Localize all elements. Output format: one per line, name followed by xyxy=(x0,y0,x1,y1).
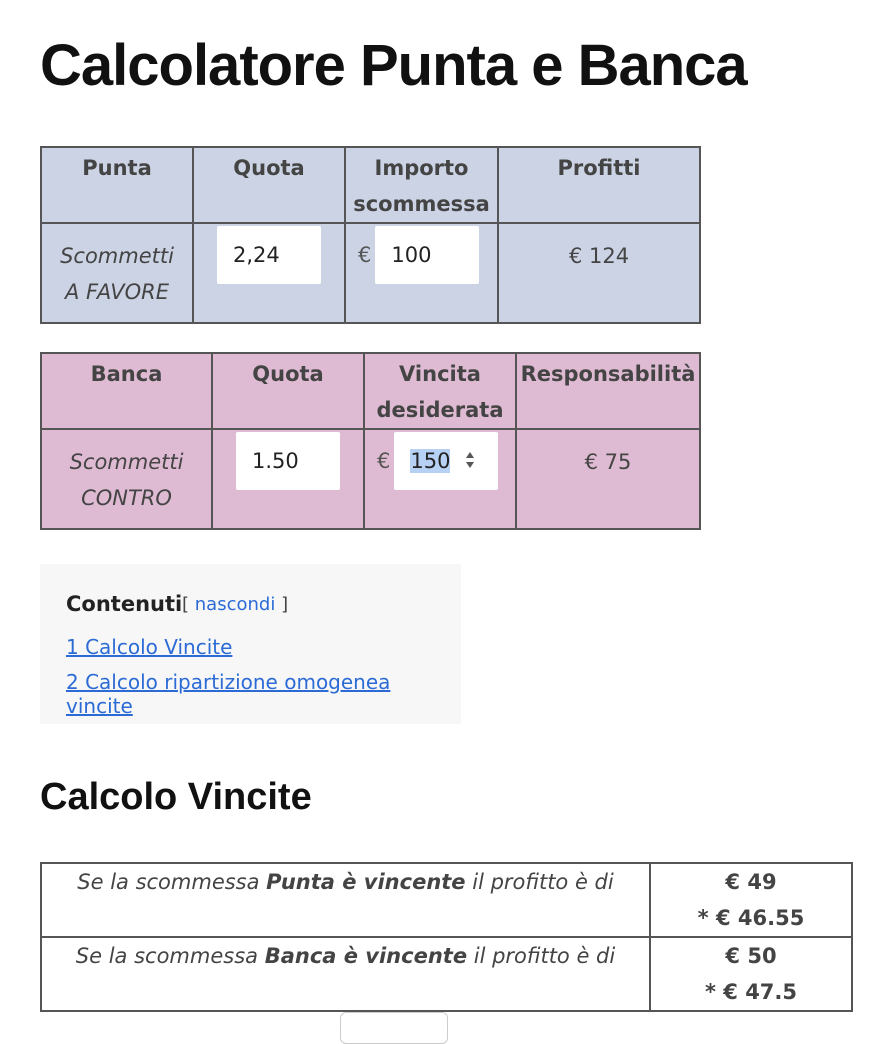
vincita-cell xyxy=(364,429,516,529)
result-net-value: * € 47.5 xyxy=(704,980,798,1004)
banca-table xyxy=(40,352,701,530)
toc-bracket-open: [ xyxy=(182,594,190,615)
header-vincita-desiderata: Vincita desiderata xyxy=(364,353,516,429)
vincita-value: 150 xyxy=(410,449,451,473)
euro-symbol: € xyxy=(377,449,391,473)
header-punta: Punta xyxy=(41,147,193,223)
table-row xyxy=(41,863,852,937)
toc-toggle xyxy=(182,594,288,615)
row-label-line2: CONTRO xyxy=(81,486,172,510)
toc-item-ripartizione[interactable]: 2 Calcolo ripartizione omogenea vincite xyxy=(66,670,391,718)
result-value: € 50 xyxy=(725,944,777,968)
spinner-icon[interactable] xyxy=(464,449,476,471)
importo-cell xyxy=(345,223,498,323)
quota-cell xyxy=(212,429,364,529)
toc-hide-link[interactable]: nascondi xyxy=(194,594,276,615)
header-quota: Quota xyxy=(212,353,364,429)
vincita-desiderata-input[interactable] xyxy=(394,432,498,490)
result-value: € 49 xyxy=(725,870,777,894)
punta-table xyxy=(40,146,701,324)
quota-punta-input[interactable]: 2,24 xyxy=(217,226,321,284)
toc-title: Contenuti xyxy=(66,592,183,616)
quota-banca-input[interactable]: 1.50 xyxy=(236,432,340,490)
table-row xyxy=(41,937,852,1011)
result-net-value: * € 46.55 xyxy=(697,906,805,930)
result-bold: Banca è vincente xyxy=(264,944,468,968)
results-table xyxy=(40,862,853,1012)
result-value-cell xyxy=(650,937,852,1011)
header-importo-scommessa: Importo scommessa xyxy=(345,147,498,223)
result-suffix: il profitto è di xyxy=(467,944,616,968)
quota-cell xyxy=(193,223,345,323)
section-title: Calcolo Vincite xyxy=(40,776,312,818)
row-label-contro xyxy=(41,429,212,529)
toc-item-calcolo-vincite[interactable]: 1 Calcolo Vincite xyxy=(66,635,233,659)
page-title: Calcolatore Punta e Banca xyxy=(40,33,747,98)
row-label-line2: A FAVORE xyxy=(65,280,169,304)
result-value-cell xyxy=(650,863,852,937)
result-bold: Punta è vincente xyxy=(266,870,466,894)
table-of-contents xyxy=(40,564,461,724)
row-label-line1: Scommetti xyxy=(69,450,184,474)
result-prefix: Se la scommessa xyxy=(75,944,265,968)
responsabilita-value: € 75 xyxy=(516,429,700,529)
header-quota: Quota xyxy=(193,147,345,223)
result-description xyxy=(41,937,650,1011)
row-label-line1: Scommetti xyxy=(60,244,174,268)
row-label-a-favore xyxy=(41,223,193,323)
result-suffix: il profitto è di xyxy=(465,870,614,894)
partial-element xyxy=(340,1012,448,1044)
result-prefix: Se la scommessa xyxy=(77,870,267,894)
euro-symbol: € xyxy=(358,243,372,267)
result-description xyxy=(41,863,650,937)
profitti-value: € 124 xyxy=(498,223,700,323)
header-responsabilita: Responsabilità xyxy=(516,353,700,429)
toc-bracket-close: ] xyxy=(281,594,289,615)
header-banca: Banca xyxy=(41,353,212,429)
importo-scommessa-input[interactable]: 100 xyxy=(375,226,479,284)
header-profitti: Profitti xyxy=(498,147,700,223)
